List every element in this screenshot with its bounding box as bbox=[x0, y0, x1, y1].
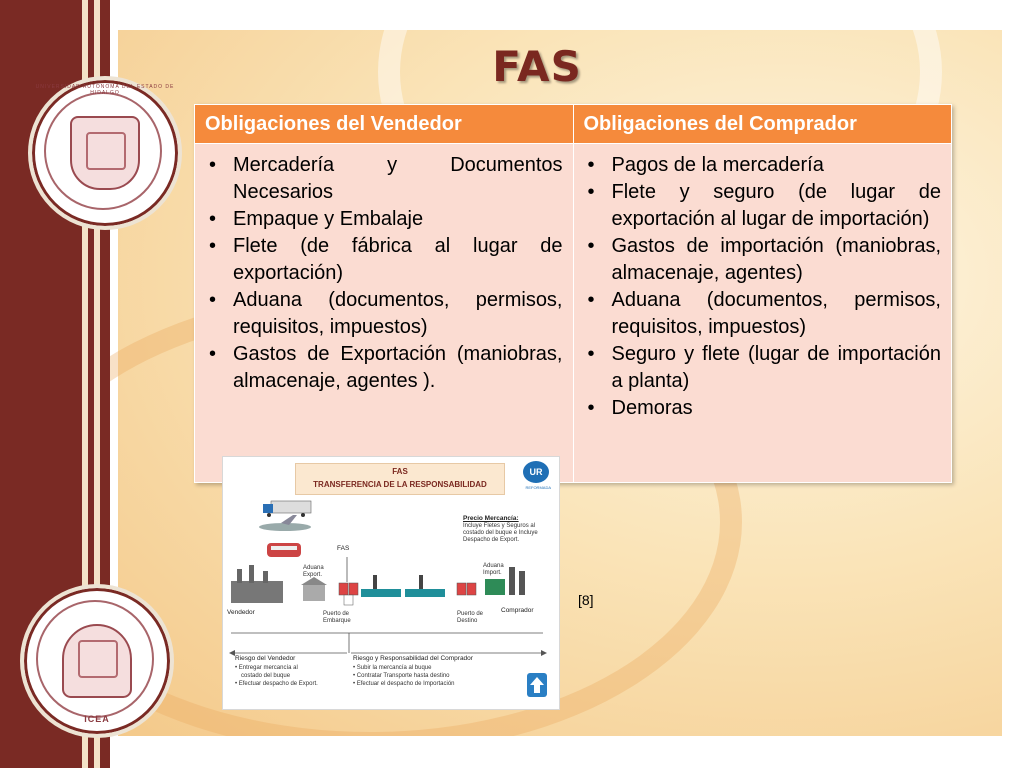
aduana-import: Aduana Import. bbox=[483, 563, 504, 576]
list-item: • Flete y seguro (de lugar de exportación al lugar de importación) bbox=[612, 179, 942, 233]
fas-diagram bbox=[222, 456, 560, 710]
emblem-text: UNIVERSIDAD AUTÓNOMA DEL ESTADO DE HIDALGO bbox=[35, 84, 175, 96]
slide-title: FAS bbox=[492, 42, 582, 91]
cargo-boxes-icon bbox=[339, 583, 358, 605]
puerto-embarque: Puerto de Embarque bbox=[323, 611, 351, 624]
list-item: • Pagos de la mercadería bbox=[612, 152, 942, 179]
ur-logo-sub: REFORMADA bbox=[525, 485, 551, 490]
list-item: • Seguro y flete (lugar de importación a planta) bbox=[612, 341, 942, 395]
list-item: • Gastos de Exportación (maniobras, almacenaje, agentes ). bbox=[233, 341, 563, 395]
up-arrow-icon bbox=[527, 673, 547, 697]
precio-title: Precio Mercancía: bbox=[463, 515, 519, 522]
header-comprador: Obligaciones del Comprador bbox=[573, 105, 952, 144]
list-item: • Flete (de fábrica al lugar de exportación) bbox=[233, 233, 563, 287]
list-item: • Gastos de importación (maniobras, almacenaje, agentes) bbox=[612, 233, 942, 287]
riesgo-comprador-title: Riesgo y Responsabilidad del Comprador bbox=[353, 655, 473, 662]
factory-icon bbox=[231, 565, 283, 603]
vendedor-list bbox=[205, 152, 563, 395]
bottom-margin bbox=[110, 736, 1024, 768]
list-item: • Aduana (documentos, permisos, requisitos, impuestos) bbox=[233, 287, 563, 341]
cell-comprador bbox=[573, 144, 952, 483]
airplane-icon bbox=[259, 515, 311, 531]
list-item: • Aduana (documentos, permisos, requisitos, impuestos) bbox=[612, 287, 942, 341]
riesgo-comprador-item: • Efectuar el despacho de Importación bbox=[353, 681, 455, 687]
icea-emblem bbox=[20, 584, 174, 738]
diagram-title-line1: FAS bbox=[392, 467, 408, 476]
obligations-table bbox=[194, 104, 952, 483]
comprador-list bbox=[584, 152, 942, 422]
ships-icon bbox=[361, 575, 445, 597]
truck-icon bbox=[263, 501, 311, 517]
fas-label: FAS bbox=[337, 545, 350, 552]
list-item: • Empaque y Embalaje bbox=[233, 206, 563, 233]
list-item: • Demoras bbox=[612, 395, 942, 422]
riesgo-vendedor-item: costado del buque bbox=[241, 673, 291, 679]
right-margin bbox=[1002, 0, 1024, 768]
precio-text: Incluye Fletes y Seguros al costado del buque e Incluye Despacho de Export. bbox=[463, 523, 538, 543]
list-item: • Mercadería y Documentos Necesarios bbox=[233, 152, 563, 206]
riesgo-comprador-item: • Subir la mercancía al buque bbox=[353, 665, 432, 671]
comprador-label: Comprador bbox=[501, 607, 534, 614]
riesgo-vendedor-item: • Efectuar despacho de Export. bbox=[235, 681, 318, 687]
riesgo-vendedor-item: • Entregar mercancía al bbox=[235, 665, 298, 671]
destination-boxes-icon bbox=[457, 583, 476, 595]
riesgo-vendedor-title: Riesgo del Vendedor bbox=[235, 655, 296, 662]
aduana-export: Aduana Export. bbox=[303, 565, 324, 578]
cell-vendedor bbox=[195, 144, 574, 483]
vendedor-label: Vendedor bbox=[227, 609, 255, 616]
puerto-destino: Puerto de Destino bbox=[457, 611, 484, 624]
riesgo-comprador-item: • Contratar Transporte hasta destino bbox=[353, 673, 450, 679]
university-emblem bbox=[28, 76, 182, 230]
citation: [8] bbox=[578, 592, 594, 608]
header-vendedor: Obligaciones del Vendedor bbox=[195, 105, 574, 144]
diagram-title-line2: TRANSFERENCIA DE LA RESPONSABILIDAD bbox=[313, 480, 487, 489]
customs-export-icon bbox=[301, 577, 327, 601]
train-icon bbox=[267, 543, 301, 557]
icea-text: ICEA bbox=[84, 714, 110, 724]
ur-logo: UR bbox=[523, 461, 549, 483]
